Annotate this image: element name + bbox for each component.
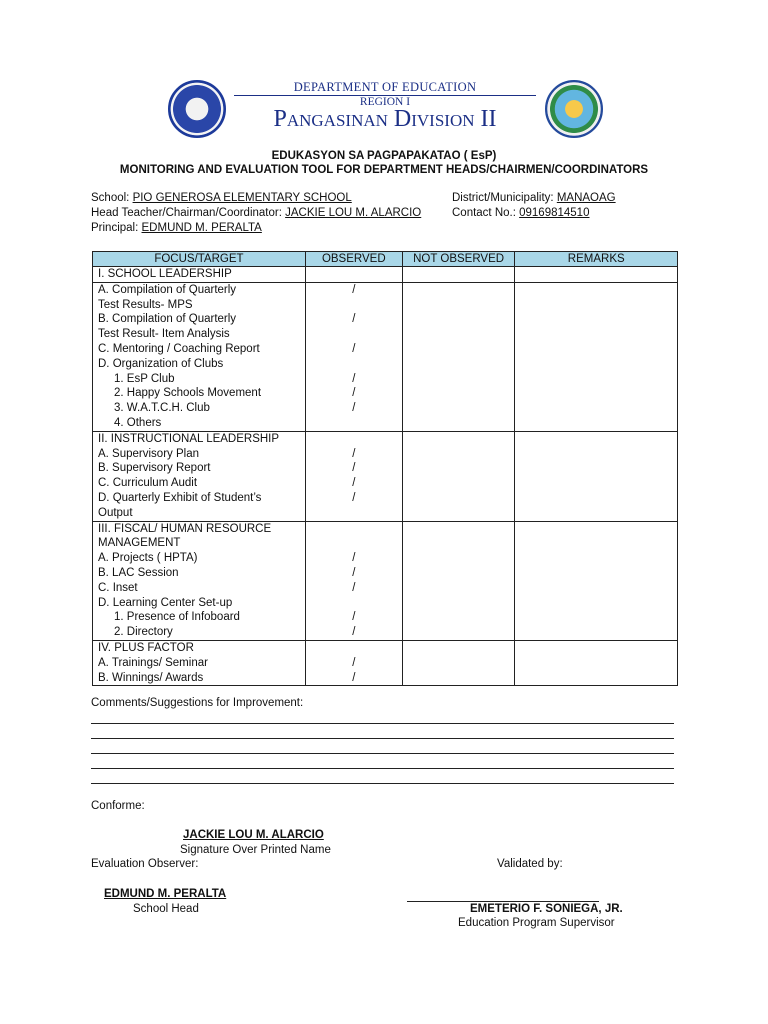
observed-cell	[305, 282, 402, 431]
focus-line: MANAGEMENT	[98, 537, 181, 550]
remarks-cell	[515, 640, 678, 685]
observed-mark: /	[352, 477, 356, 490]
department-name: DEPARTMENT OF EDUCATION	[293, 80, 477, 94]
table-row	[93, 640, 678, 685]
principal-value: EDMUND M. PERALTA	[141, 222, 262, 234]
comment-blank-line	[91, 738, 674, 739]
focus-line: III. FISCAL/ HUMAN RESOURCE	[98, 522, 272, 535]
table-row	[93, 521, 678, 640]
observed-mark: /	[352, 671, 356, 684]
school-value: PIO GENEROSA ELEMENTARY SCHOOL	[132, 192, 352, 204]
focus-line: IV. PLUS FACTOR	[98, 641, 194, 654]
district-label: District/Municipality:	[452, 192, 554, 204]
focus-cell	[93, 431, 306, 521]
district-value: MANAOAG	[556, 192, 616, 204]
header-not-observed: NOT OBSERVED	[402, 252, 515, 267]
validator-signature-line	[407, 901, 599, 902]
document-title: EDUKASYON SA PAGPAPAKATAO ( EsP)	[271, 150, 497, 162]
observer-role: School Head	[133, 903, 199, 915]
header-observed: OBSERVED	[305, 252, 402, 267]
remarks-cell	[515, 521, 678, 640]
focus-line: D. Quarterly Exhibit of Student’s	[98, 491, 262, 504]
observed-mark: /	[352, 372, 356, 385]
observed-mark	[306, 506, 402, 521]
observed-mark	[306, 522, 402, 537]
remarks-cell	[515, 267, 678, 283]
observed-mark	[306, 536, 402, 551]
validator-name: EMETERIO F. SONIEGA, JR.	[470, 903, 623, 915]
focus-cell	[93, 640, 306, 685]
focus-line: 4. Others	[114, 416, 162, 429]
contact-row	[452, 207, 589, 219]
observed-mark: /	[352, 566, 356, 579]
head-value: JACKIE LOU M. ALARCIO	[285, 207, 422, 219]
focus-line: Test Result- Item Analysis	[98, 328, 230, 341]
observed-mark: /	[352, 611, 356, 624]
not-observed-cell	[402, 640, 515, 685]
focus-line: 3. W.A.T.C.H. Club	[114, 402, 210, 415]
observed-cell	[305, 640, 402, 685]
focus-line: A. Projects ( HPTA)	[98, 552, 198, 565]
observed-mark: /	[352, 313, 356, 326]
focus-line: B. Compilation of Quarterly	[98, 313, 237, 326]
focus-line: 2. Happy Schools Movement	[114, 387, 262, 400]
focus-line: A. Trainings/ Seminar	[98, 656, 208, 669]
observer-name: EDMUND M. PERALTA	[104, 888, 227, 900]
remarks-cell	[515, 431, 678, 521]
school-row	[91, 192, 352, 204]
head-label: Head Teacher/Chairman/Coordinator:	[91, 207, 282, 219]
evaluation-table	[92, 251, 678, 686]
conforme-caption: Signature Over Printed Name	[180, 844, 331, 856]
observed-cell	[305, 431, 402, 521]
header-focus-target: FOCUS/TARGET	[93, 252, 306, 267]
focus-line: Test Results- MPS	[98, 298, 193, 311]
observed-mark: /	[352, 342, 356, 355]
comment-blank-line	[91, 723, 674, 724]
not-observed-cell	[402, 282, 515, 431]
not-observed-cell	[402, 267, 515, 283]
observed-mark: /	[352, 656, 356, 669]
observed-cell	[305, 267, 402, 283]
validator-label: Validated by:	[497, 858, 563, 870]
focus-line: C. Inset	[98, 581, 138, 594]
table-header-row	[93, 252, 678, 267]
observed-mark: /	[352, 283, 356, 296]
validator-role: Education Program Supervisor	[458, 917, 615, 929]
focus-line: B. Supervisory Report	[98, 462, 211, 475]
observed-mark	[306, 432, 402, 447]
observed-mark: /	[352, 462, 356, 475]
table-row	[93, 282, 678, 431]
observed-mark: /	[352, 387, 356, 400]
observed-mark: /	[352, 552, 356, 565]
table-row	[93, 431, 678, 521]
observed-mark	[306, 641, 402, 656]
focus-cell	[93, 521, 306, 640]
head-row	[91, 207, 421, 219]
header-remarks: REMARKS	[515, 252, 678, 267]
observed-mark	[306, 596, 402, 611]
district-row	[452, 192, 616, 204]
contact-value: 09169814510	[519, 207, 590, 219]
observed-mark: /	[352, 491, 356, 504]
observed-mark: /	[352, 626, 356, 639]
focus-line: C. Curriculum Audit	[98, 477, 198, 490]
observed-mark: /	[352, 402, 356, 415]
focus-line: 1. Presence of Infoboard	[114, 611, 240, 624]
focus-line: Output	[98, 506, 133, 519]
conforme-label: Conforme:	[91, 800, 145, 812]
contact-label: Contact No.:	[452, 207, 516, 219]
focus-cell	[93, 282, 306, 431]
focus-cell	[93, 267, 306, 283]
focus-line: II. INSTRUCTIONAL LEADERSHIP	[98, 432, 280, 445]
observed-mark: /	[352, 447, 356, 460]
observed-mark	[306, 416, 402, 431]
remarks-cell	[515, 282, 678, 431]
principal-label: Principal:	[91, 222, 139, 234]
focus-line: A. Compilation of Quarterly	[98, 283, 237, 296]
comment-blank-line	[91, 768, 674, 769]
comments-label: Comments/Suggestions for Improvement:	[91, 697, 304, 709]
school-label: School:	[91, 192, 130, 204]
region-name: REGION I	[359, 96, 411, 108]
deped-seal-icon	[168, 80, 226, 138]
document-subtitle: MONITORING AND EVALUATION TOOL FOR DEPARTMENT HEADS/CHAIRMEN/COORDINATORS	[119, 164, 649, 176]
observed-mark: /	[352, 581, 356, 594]
focus-line: 2. Directory	[114, 626, 173, 639]
observer-label: Evaluation Observer:	[91, 858, 199, 870]
comment-blank-line	[91, 783, 674, 784]
conforme-name: JACKIE LOU M. ALARCIO	[183, 829, 324, 841]
pangasinan-division-seal-icon	[545, 80, 603, 138]
observed-mark	[306, 298, 402, 313]
observed-mark	[306, 327, 402, 342]
focus-line: B. Winnings/ Awards	[98, 671, 204, 684]
focus-line: 1. EsP Club	[114, 372, 175, 385]
comment-blank-line	[91, 753, 674, 754]
not-observed-cell	[402, 521, 515, 640]
observed-mark	[306, 267, 402, 282]
focus-line: A. Supervisory Plan	[98, 447, 199, 460]
focus-line: D. Learning Center Set-up	[98, 596, 233, 609]
focus-line: B. LAC Session	[98, 566, 179, 579]
division-name: Pangasinan Division II	[273, 106, 497, 132]
observed-mark	[306, 357, 402, 372]
observed-cell	[305, 521, 402, 640]
table-row	[93, 267, 678, 283]
focus-line: I. SCHOOL LEADERSHIP	[98, 268, 232, 280]
principal-row	[91, 222, 262, 234]
focus-line: C. Mentoring / Coaching Report	[98, 342, 260, 355]
not-observed-cell	[402, 431, 515, 521]
focus-line: D. Organization of Clubs	[98, 357, 224, 370]
